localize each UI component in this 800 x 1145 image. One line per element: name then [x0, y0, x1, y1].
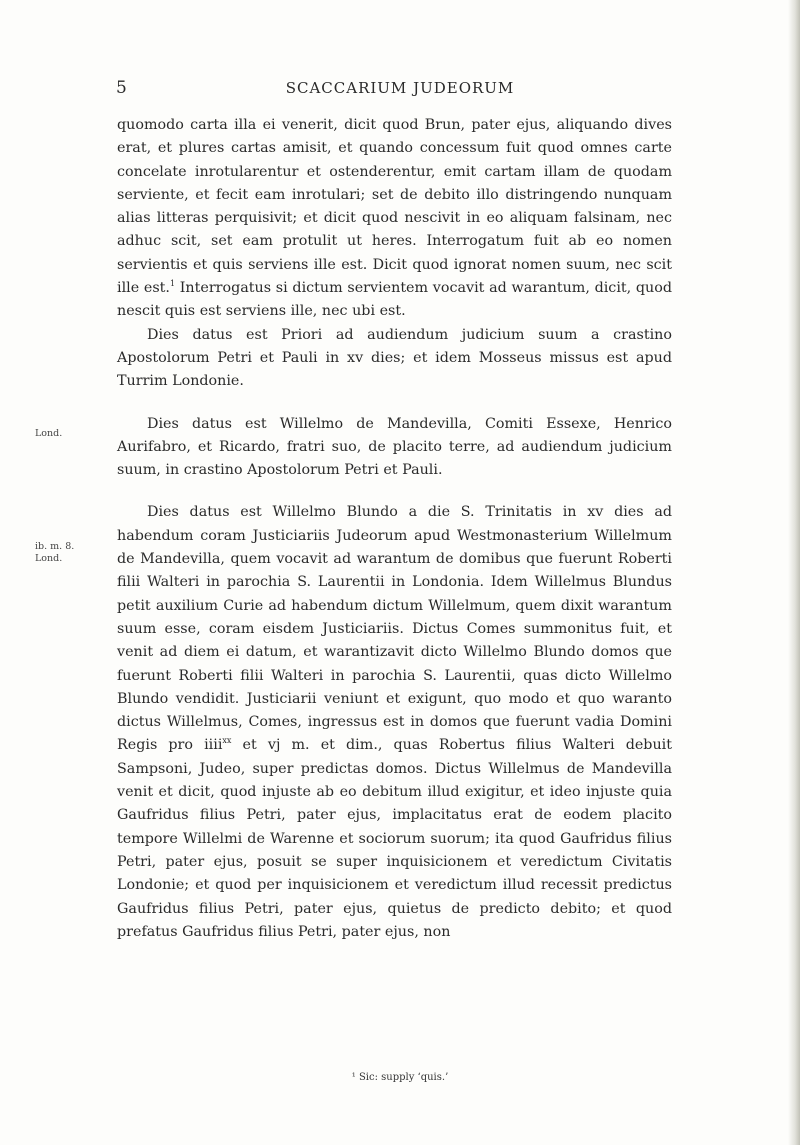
- footnote: ¹ Sic: supply ‘quis.’: [351, 1072, 449, 1083]
- running-head: SCACCARIUM JUDEORUM: [285, 79, 515, 97]
- body-text: [117, 114, 672, 944]
- margin-note-line: ib. m. 8.: [35, 541, 75, 552]
- page-edge-shadow: [788, 0, 800, 1145]
- paragraph-continuation: quomodo carta illa ei venerit, dicit quod Brun, pater ejus, aliquando dives erat, et plures cartas amisit, et quando concessum fuit quod omnes carte concelate inrotularentur et ostenderentur, emit cartam illam de quodam serviente, et fecit eam inrotulari; set de debito illo distringendo nunquam alias litteras perquisivit; et dicit quod nescivit in eo aliquam falsinam, nec adhuc scit, set eam protulit ut heres. Interrogatum fuit ab eo nomen servientis et quis serviens ille est. Dicit quod ignorat nomen suum, nec scit ille est.$^1$ Interrogatus si dictum servientem vocavit ad warantum, dicit, quod nescit quis est serviens ille, nec ubi est.: [117, 117, 673, 320]
- footnote-marker: 1: [169, 279, 176, 289]
- paragraph-mandevilla: Dies datus est Willelmo de Mandevilla, Comiti Essexe, Henrico Aurifabro, et Ricardo, fratri suo, de placito terre, ad audiendum judicium suum, in crastino Apostolorum Petri et Pauli.: [117, 415, 672, 479]
- margin-note-ib-lond: [35, 541, 74, 565]
- page-header: [0, 78, 800, 102]
- margin-note-line: Lond.: [35, 553, 63, 564]
- page-number: 5: [116, 78, 127, 98]
- margin-note-text: Lond.: [35, 428, 63, 439]
- paragraph-blundus: Dies datus est Willelmo Blundo a die S. Trinitatis in xv dies ad habendum coram Justiciariis Judeorum apud Westmonasterium Willelmum de Mandevilla, quem vocavit ad warantum de domibus que fuerunt Roberti filii Walteri in parochia S. Laurentii in Londonia. Idem Willelmus Blundus petit auxilium Curie ad habendum dictum Willelmum, quem dixit warantum suum esse, coram eisdem Justiciariis. Dictus Comes summonitus fuit, et venit ad diem ei datum, et warantizavit dicto Willelmo Blundo domos que fuerunt Roberti filii Walteri in parochia S. Laurentii, quas dicto Willelmo Blundo vendidit. Justiciarii veniunt et exigunt, quo modo et quo waranto dictus Willelmus, Comes, ingressus est in domos que fuerunt vadia Domini Regis pro iiii$^{xx}$ et vj m. et dim., quas Robertus filius Walteri debuit Sampsoni, Judeo, super predictas domos. Dictus Willelmus de Mandevilla venit et dicit, quod injuste ab eo debitum illud exigitur, et ideo injuste quia Gaufridus filius Petri, pater ejus, implacitatus erat de eodem placito tempore Willelmi de Warenne et sociorum suorum; ita quod Gaufridus filius Petri, pater ejus, posuit se super inquisicionem et veredictum Civitatis Londonie; et quod per inquisicionem et veredictum illud recessit predictus Gaufridus filius Petri, pater ejus, quietus de predicto debito; et quod prefatus Gaufridus filius Petri, pater ejus, non: [117, 504, 672, 940]
- paragraph-prior: Dies datus est Priori ad audiendum judicium suum a crastino Apostolorum Petri et Pauli in xv dies; et idem Mosseus missus est apud Turrim Londonie.: [117, 326, 672, 390]
- margin-note-lond: [35, 428, 62, 440]
- superscript-xx: xx: [222, 736, 232, 746]
